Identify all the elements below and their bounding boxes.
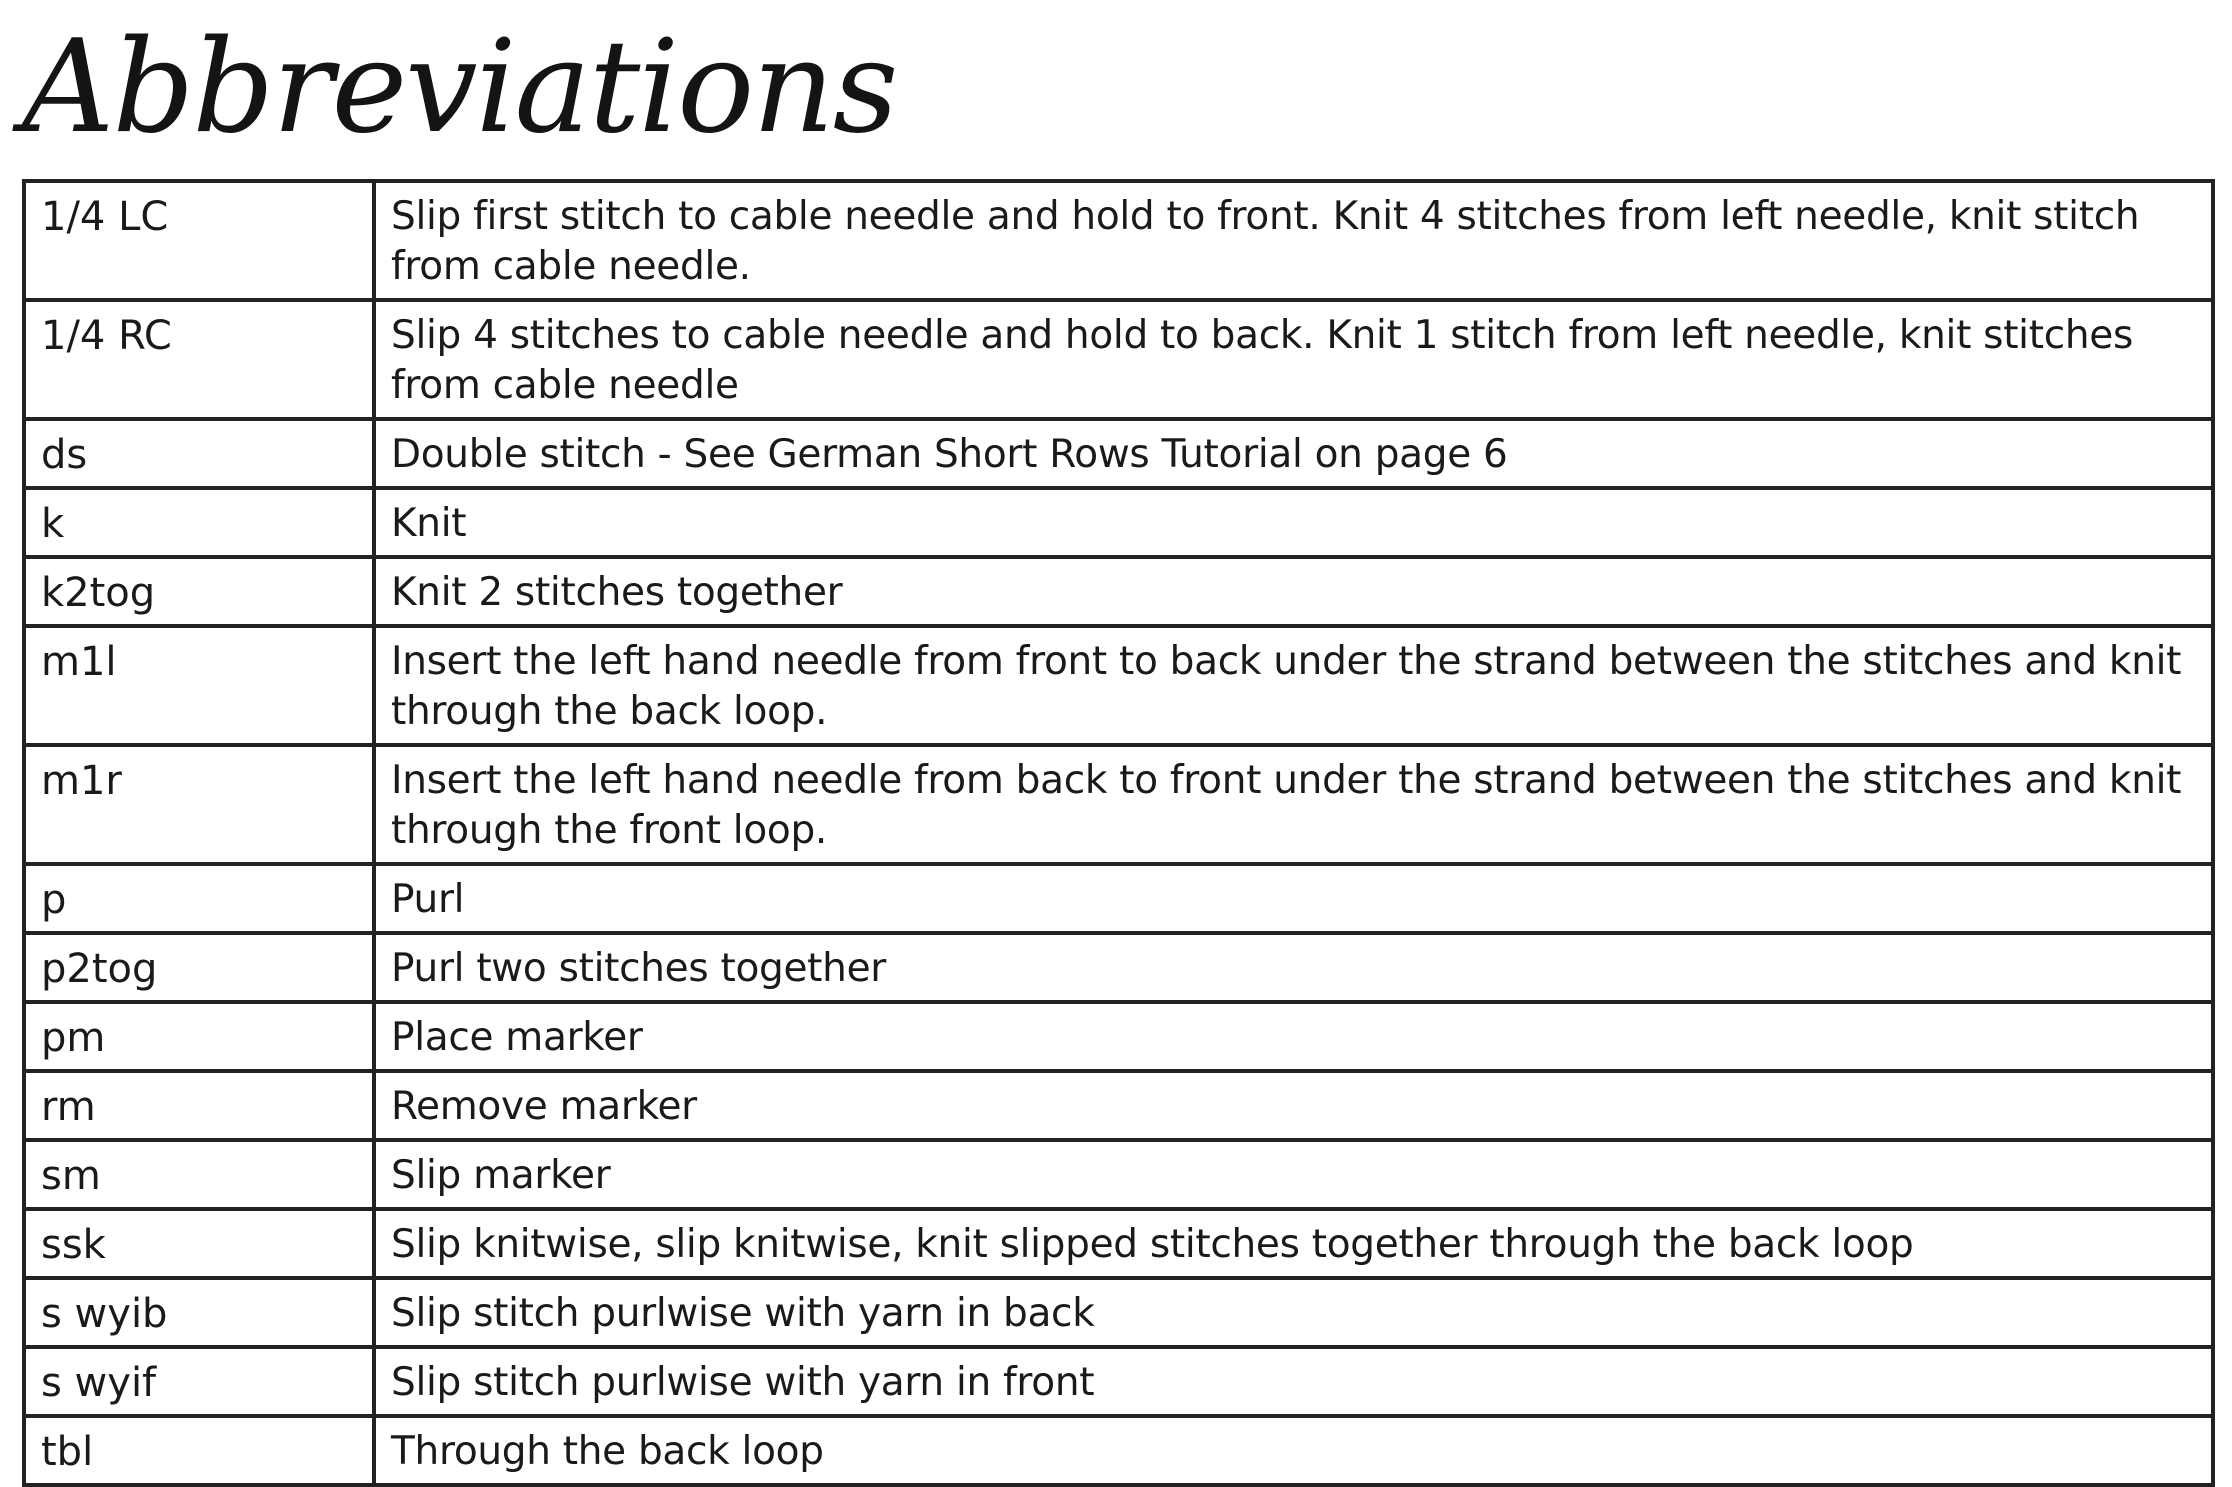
abbreviation-definition: Slip stitch purlwise with yarn in front: [374, 1347, 2213, 1416]
abbreviation-definition: Slip marker: [374, 1140, 2213, 1209]
abbreviation-term: rm: [24, 1071, 374, 1140]
abbreviation-definition: Insert the left hand needle from back to front under the strand between the stitches and knit through the front loop.: [374, 745, 2213, 864]
abbreviation-definition: Slip stitch purlwise with yarn in back: [374, 1278, 2213, 1347]
abbreviation-term: ssk: [24, 1209, 374, 1278]
table-row: [24, 626, 2213, 745]
abbreviation-definition: Knit: [374, 488, 2213, 557]
table-row: [24, 864, 2213, 933]
table-row: [24, 1347, 2213, 1416]
abbreviation-definition: Slip 4 stitches to cable needle and hold to back. Knit 1 stitch from left needle, knit stitches from cable needle: [374, 300, 2213, 419]
abbreviation-definition: Double stitch - See German Short Rows Tutorial on page 6: [374, 419, 2213, 488]
abbreviation-term: m1r: [24, 745, 374, 864]
table-row: [24, 1416, 2213, 1485]
table-row: [24, 1071, 2213, 1140]
abbreviation-definition: Insert the left hand needle from front to back under the strand between the stitches and knit through the back loop.: [374, 626, 2213, 745]
abbreviation-definition: Knit 2 stitches together: [374, 557, 2213, 626]
table-row: [24, 557, 2213, 626]
abbreviation-term: m1l: [24, 626, 374, 745]
abbreviation-term: k: [24, 488, 374, 557]
abbreviation-term: 1/4 LC: [24, 181, 374, 300]
abbreviation-definition: Place marker: [374, 1002, 2213, 1071]
abbreviation-term: s wyib: [24, 1278, 374, 1347]
table-row: [24, 745, 2213, 864]
abbreviation-term: p: [24, 864, 374, 933]
abbreviation-definition: Through the back loop: [374, 1416, 2213, 1485]
abbreviation-definition: Slip first stitch to cable needle and hold to front. Knit 4 stitches from left needle, knit stitch from cable needle.: [374, 181, 2213, 300]
page-title: Abbreviations: [22, 13, 897, 162]
abbreviations-table: [22, 179, 2215, 1487]
abbreviation-definition: Remove marker: [374, 1071, 2213, 1140]
table-row: [24, 419, 2213, 488]
abbreviation-term: pm: [24, 1002, 374, 1071]
table-row: [24, 300, 2213, 419]
abbreviation-definition: Purl: [374, 864, 2213, 933]
abbreviation-term: s wyif: [24, 1347, 374, 1416]
abbreviation-term: k2tog: [24, 557, 374, 626]
abbreviation-definition: Purl two stitches together: [374, 933, 2213, 1002]
table-row: [24, 1002, 2213, 1071]
table-row: [24, 488, 2213, 557]
table-row: [24, 933, 2213, 1002]
abbreviation-term: sm: [24, 1140, 374, 1209]
abbreviation-definition: Slip knitwise, slip knitwise, knit slipped stitches together through the back loop: [374, 1209, 2213, 1278]
table-row: [24, 1209, 2213, 1278]
table-row: [24, 181, 2213, 300]
abbreviation-term: tbl: [24, 1416, 374, 1485]
table-row: [24, 1278, 2213, 1347]
table-row: [24, 1140, 2213, 1209]
abbreviation-term: ds: [24, 419, 374, 488]
abbreviation-term: p2tog: [24, 933, 374, 1002]
abbreviation-term: 1/4 RC: [24, 300, 374, 419]
